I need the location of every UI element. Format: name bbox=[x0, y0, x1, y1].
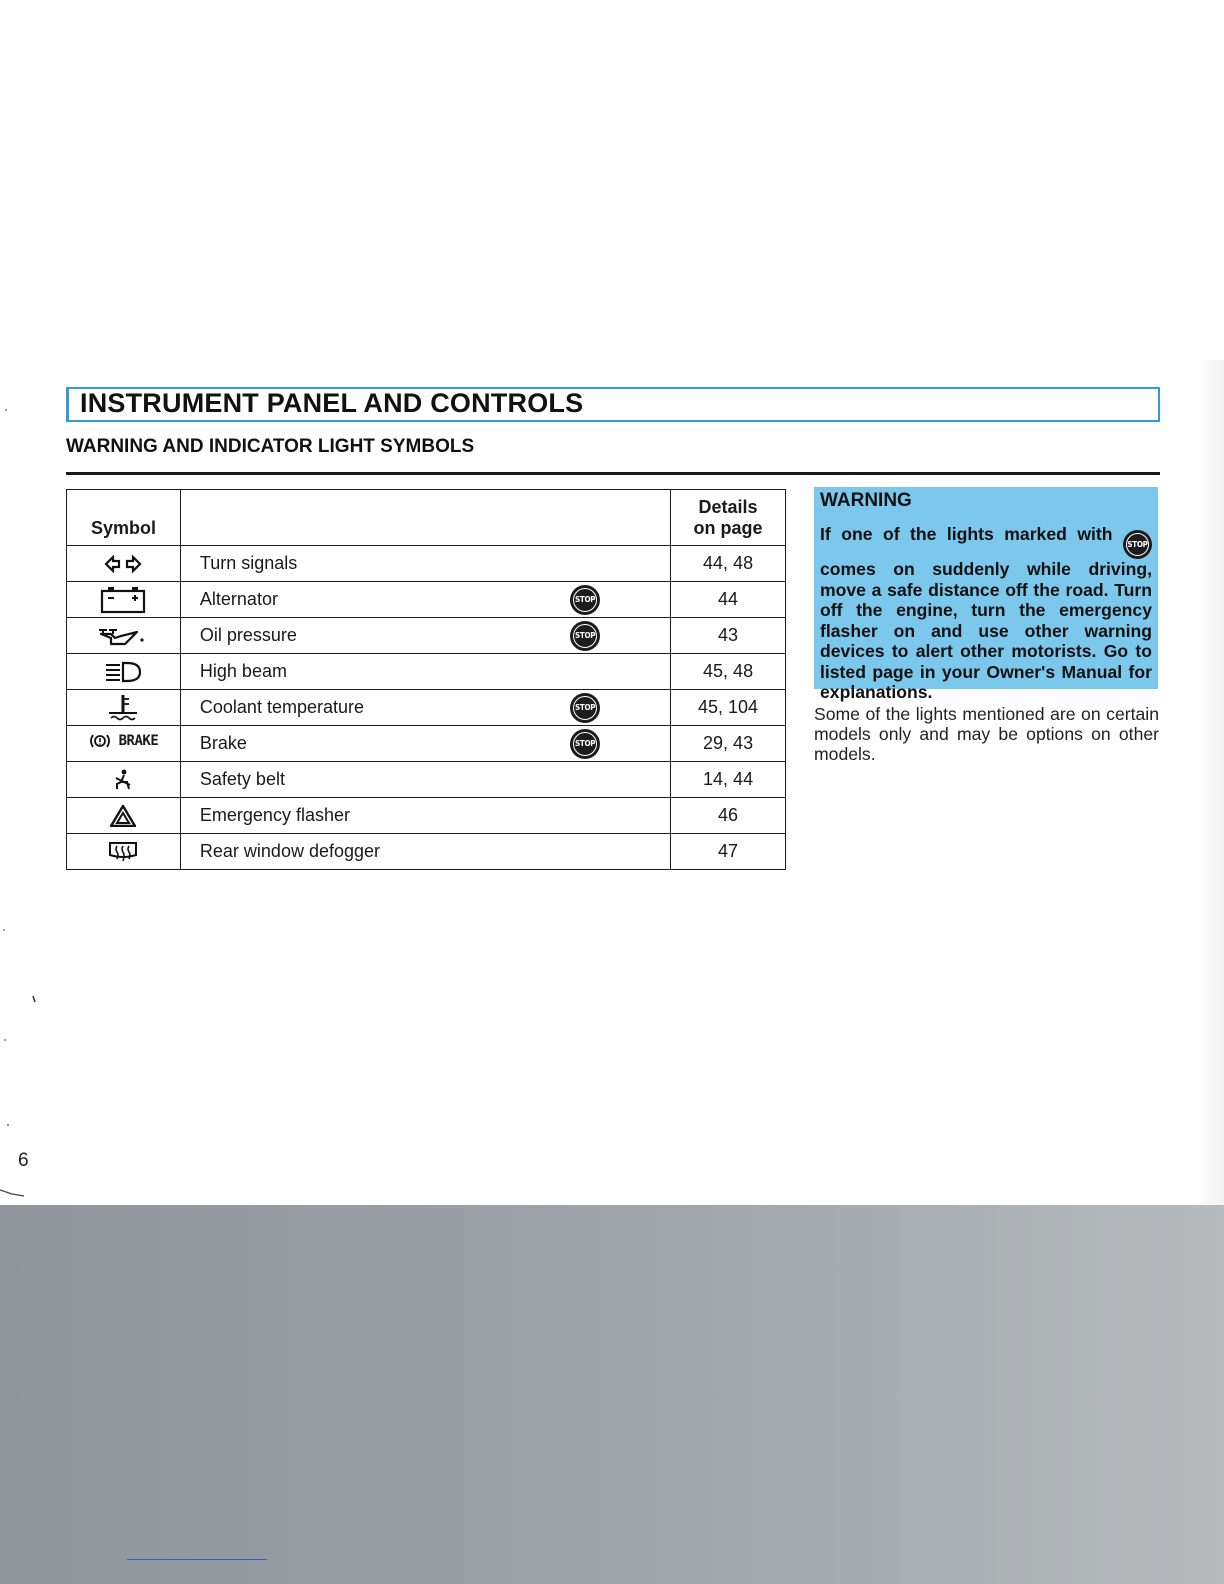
table-header-row bbox=[67, 490, 786, 546]
table-row bbox=[67, 726, 786, 762]
table-row bbox=[67, 546, 786, 582]
stop-icon: STOP bbox=[570, 693, 600, 723]
link-underline bbox=[127, 1559, 267, 1560]
warning-text-end: comes on suddenly while driving, move a safe distance off the road. Turn off the engine, turn the emergency flasher on and use other warning devices to alert other motorists. Go to listed page in your Owner's Manual for explanations. bbox=[820, 559, 1152, 702]
stop-icon: STOP bbox=[570, 729, 600, 759]
oil-can-icon bbox=[97, 626, 149, 646]
brake-icon-text: BRAKE bbox=[118, 733, 159, 749]
header-description bbox=[180, 490, 670, 546]
row-label: Coolant temperature bbox=[199, 697, 364, 717]
page-title: INSTRUMENT PANEL AND CONTROLS bbox=[80, 388, 584, 418]
page-edge bbox=[1196, 360, 1224, 1205]
availability-note: Some of the lights mentioned are on certain models only and may be options on other models. bbox=[814, 704, 1159, 764]
warning-box bbox=[814, 487, 1158, 702]
scan-background bbox=[0, 1205, 1224, 1584]
row-pages: 45, 104 bbox=[671, 690, 786, 726]
row-pages: 43 bbox=[671, 618, 786, 654]
brake-icon bbox=[89, 733, 159, 749]
section-subtitle: WARNING AND INDICATOR LIGHT SYMBOLS bbox=[66, 436, 475, 457]
row-pages: 47 bbox=[671, 834, 786, 870]
warning-title: WARNING bbox=[820, 490, 912, 511]
row-label: High beam bbox=[199, 661, 287, 681]
row-pages: 29, 43 bbox=[671, 726, 786, 762]
row-label: Emergency flasher bbox=[199, 805, 350, 825]
row-label: Alternator bbox=[199, 589, 278, 609]
row-label: Safety belt bbox=[199, 769, 285, 789]
seat-belt-icon bbox=[112, 769, 134, 791]
brake-circle-icon bbox=[89, 733, 111, 749]
row-label: Rear window defogger bbox=[199, 841, 381, 861]
section-divider bbox=[66, 472, 1160, 475]
stop-icon: STOP bbox=[570, 621, 600, 651]
row-pages: 44, 48 bbox=[671, 546, 786, 582]
scan-specks bbox=[0, 0, 40, 1220]
hazard-triangle-icon bbox=[110, 805, 136, 827]
table-row bbox=[67, 690, 786, 726]
alternator-battery-icon bbox=[100, 586, 146, 614]
header-symbol: Symbol bbox=[67, 490, 181, 546]
rear-defogger-icon bbox=[108, 841, 138, 863]
row-label: Turn signals bbox=[199, 553, 298, 573]
turn-signals-icon bbox=[103, 555, 143, 573]
table-row bbox=[67, 762, 786, 798]
header-details-line1: Details bbox=[698, 497, 758, 517]
coolant-thermometer-icon bbox=[103, 693, 143, 723]
header-details-line2: on page bbox=[693, 518, 763, 538]
row-pages: 46 bbox=[671, 798, 786, 834]
table-row bbox=[67, 834, 786, 870]
table-row bbox=[67, 582, 786, 618]
row-label: Brake bbox=[199, 733, 247, 753]
row-label: Oil pressure bbox=[199, 625, 297, 645]
warning-text-start: If one of the lights marked with bbox=[820, 524, 1113, 544]
table-row bbox=[67, 798, 786, 834]
row-pages: 45, 48 bbox=[671, 654, 786, 690]
header-details bbox=[671, 490, 786, 546]
table-row bbox=[67, 654, 786, 690]
row-pages: 14, 44 bbox=[671, 762, 786, 798]
table-row bbox=[67, 618, 786, 654]
row-pages: 44 bbox=[671, 582, 786, 618]
high-beam-icon bbox=[103, 661, 143, 683]
stop-icon: STOP bbox=[1123, 530, 1152, 559]
warning-text bbox=[820, 524, 1152, 703]
stop-icon: STOP bbox=[570, 585, 600, 615]
symbols-table bbox=[66, 489, 786, 870]
page-number: 6 bbox=[18, 1150, 29, 1171]
